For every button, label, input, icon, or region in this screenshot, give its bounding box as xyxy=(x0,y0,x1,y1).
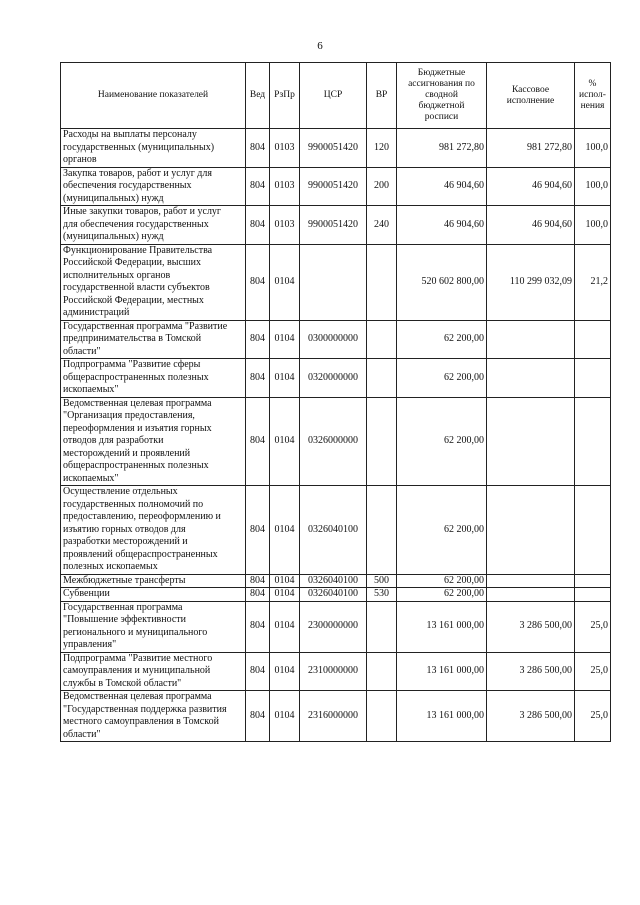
header-pct xyxy=(575,63,611,129)
table-row xyxy=(61,652,611,691)
cell-name-line: ископаемых" xyxy=(63,384,119,395)
cell-name xyxy=(61,588,246,602)
cell-name-line: Государственная программа xyxy=(63,601,183,613)
cell-pct: 100,0 xyxy=(575,206,611,245)
cell-rzpr: 0104 xyxy=(270,244,300,320)
table-row xyxy=(61,486,611,575)
cell-csr: 0326000000 xyxy=(300,397,367,486)
cell-vr xyxy=(367,320,397,359)
cell-rzpr: 0104 xyxy=(270,601,300,652)
cell-csr: 9900051420 xyxy=(300,167,367,206)
cell-pct: 21,2 xyxy=(575,244,611,320)
cell-budget: 62 200,00 xyxy=(397,359,487,398)
cell-ved: 804 xyxy=(246,691,270,742)
cell-budget: 62 200,00 xyxy=(397,397,487,486)
cell-cash: 3 286 500,00 xyxy=(487,691,575,742)
header-row xyxy=(61,63,611,129)
cell-pct xyxy=(575,359,611,398)
cell-pct xyxy=(575,574,611,588)
table-row xyxy=(61,397,611,486)
cell-name-line: Иные закупки товаров, работ и услуг xyxy=(63,206,222,217)
cell-ved: 804 xyxy=(246,206,270,245)
cell-budget: 46 904,60 xyxy=(397,206,487,245)
cell-pct xyxy=(575,588,611,602)
cell-cash xyxy=(487,320,575,359)
header-budget-line: сводной xyxy=(425,90,458,100)
cell-rzpr: 0104 xyxy=(270,574,300,588)
cell-vr xyxy=(367,486,397,575)
cell-name-line: изъятию горных отводов для xyxy=(63,523,186,535)
cell-vr xyxy=(367,397,397,486)
cell-csr: 0320000000 xyxy=(300,359,367,398)
cell-name xyxy=(61,691,246,742)
cell-name-line: Функционирование Правительства xyxy=(63,244,213,256)
cell-vr: 240 xyxy=(367,206,397,245)
cell-ved: 804 xyxy=(246,359,270,398)
cell-ved: 804 xyxy=(246,652,270,691)
cell-ved: 804 xyxy=(246,601,270,652)
cell-name xyxy=(61,486,246,575)
cell-name-line: местного самоуправления в Томской xyxy=(63,716,219,727)
cell-cash xyxy=(487,359,575,398)
cell-name xyxy=(61,206,246,245)
cell-ved: 804 xyxy=(246,588,270,602)
cell-name-line: отводов для разработки xyxy=(63,435,164,446)
cell-name-line: разработки месторождений и xyxy=(63,536,188,547)
cell-name-line: Расходы на выплаты персоналу xyxy=(63,129,197,140)
header-budget-line: росписи xyxy=(424,112,459,122)
cell-csr: 2316000000 xyxy=(300,691,367,742)
cell-rzpr: 0104 xyxy=(270,397,300,486)
cell-pct: 25,0 xyxy=(575,601,611,652)
cell-name-line: государственных (муниципальных) xyxy=(63,141,215,153)
cell-name-line: Подпрограмма "Развитие сферы xyxy=(63,359,201,370)
cell-cash: 110 299 032,09 xyxy=(487,244,575,320)
cell-cash xyxy=(487,574,575,588)
cell-name-line: предпринимательства в Томской xyxy=(63,333,202,344)
cell-cash xyxy=(487,486,575,575)
cell-csr: 2300000000 xyxy=(300,601,367,652)
header-cash-line: Кассовое xyxy=(511,84,550,95)
header-pct-line: испол- xyxy=(579,90,606,100)
cell-name xyxy=(61,129,246,168)
cell-ved: 804 xyxy=(246,320,270,359)
cell-name-line: исполнительных органов xyxy=(63,269,171,281)
cell-rzpr: 0104 xyxy=(270,652,300,691)
cell-pct: 25,0 xyxy=(575,691,611,742)
cell-name-line: Российской Федерации, высших xyxy=(63,257,201,268)
cell-name-line: полезных ископаемых xyxy=(63,561,158,572)
cell-rzpr: 0103 xyxy=(270,167,300,206)
cell-cash xyxy=(487,397,575,486)
header-pct-line: % xyxy=(588,79,597,89)
cell-ved: 804 xyxy=(246,486,270,575)
cell-ved: 804 xyxy=(246,244,270,320)
cell-name xyxy=(61,167,246,206)
cell-csr: 0326040100 xyxy=(300,588,367,602)
cell-cash: 3 286 500,00 xyxy=(487,652,575,691)
page-number: 6 xyxy=(317,40,323,52)
cell-pct: 100,0 xyxy=(575,129,611,168)
cell-name-line: администраций xyxy=(63,307,130,318)
cell-name-line: Российской Федерации, местных xyxy=(63,294,204,306)
cell-name-line: государственных полномочий по xyxy=(63,498,204,510)
cell-budget: 46 904,60 xyxy=(397,167,487,206)
cell-name-line: обеспечения государственных xyxy=(63,180,192,191)
cell-budget: 62 200,00 xyxy=(397,320,487,359)
cell-name xyxy=(61,320,246,359)
cell-name-line: общераспространенных полезных xyxy=(63,460,209,471)
table-row xyxy=(61,244,611,320)
cell-budget: 13 161 000,00 xyxy=(397,691,487,742)
header-csr: ЦСР xyxy=(300,63,367,129)
table-row xyxy=(61,167,611,206)
cell-name-line: органов xyxy=(63,154,97,165)
cell-vr: 200 xyxy=(367,167,397,206)
cell-name-line: Ведомственная целевая программа xyxy=(63,397,212,409)
cell-vr xyxy=(367,691,397,742)
cell-name xyxy=(61,574,246,588)
cell-budget: 13 161 000,00 xyxy=(397,601,487,652)
cell-csr: 0326040100 xyxy=(300,574,367,588)
cell-ved: 804 xyxy=(246,129,270,168)
header-budget-line: Бюджетные xyxy=(417,68,466,78)
cell-budget: 981 272,80 xyxy=(397,129,487,168)
header-rzpr: РзПр xyxy=(270,63,300,129)
cell-name-line: ископаемых" xyxy=(63,472,119,484)
cell-rzpr: 0104 xyxy=(270,359,300,398)
cell-cash: 981 272,80 xyxy=(487,129,575,168)
cell-name-line: (муниципальных) нужд xyxy=(63,192,164,204)
cell-vr xyxy=(367,652,397,691)
cell-csr: 0300000000 xyxy=(300,320,367,359)
cell-pct xyxy=(575,397,611,486)
cell-name-line: Государственная программа "Развитие xyxy=(63,320,228,332)
table-body xyxy=(61,129,611,742)
table-row xyxy=(61,574,611,588)
cell-ved: 804 xyxy=(246,574,270,588)
table-row xyxy=(61,601,611,652)
table-row xyxy=(61,206,611,245)
cell-name-line: проявлений общераспространенных xyxy=(63,548,218,560)
cell-name-line: службы в Томской области" xyxy=(63,677,182,689)
cell-pct xyxy=(575,320,611,359)
table-row xyxy=(61,359,611,398)
cell-rzpr: 0104 xyxy=(270,691,300,742)
cell-rzpr: 0103 xyxy=(270,129,300,168)
table-row xyxy=(61,320,611,359)
cell-ved: 804 xyxy=(246,397,270,486)
cell-name-line: общераспространенных полезных xyxy=(63,371,209,383)
cell-name-line: государственной власти субъектов xyxy=(63,282,210,293)
cell-rzpr: 0104 xyxy=(270,320,300,359)
header-pct-line: нения xyxy=(580,101,605,111)
cell-cash xyxy=(487,588,575,602)
cell-name xyxy=(61,359,246,398)
cell-vr: 500 xyxy=(367,574,397,588)
cell-name xyxy=(61,244,246,320)
cell-vr xyxy=(367,359,397,398)
cell-name-line: переоформления и изъятия горных xyxy=(63,422,212,434)
cell-name-line: области" xyxy=(63,728,101,740)
header-budget-line: бюджетной xyxy=(418,101,465,111)
cell-csr: 9900051420 xyxy=(300,206,367,245)
cell-rzpr: 0104 xyxy=(270,588,300,602)
cell-budget: 62 200,00 xyxy=(397,486,487,575)
header-name: Наименование показателей xyxy=(61,63,246,129)
cell-name-line: Подпрограмма "Развитие местного xyxy=(63,652,213,664)
cell-cash: 46 904,60 xyxy=(487,167,575,206)
cell-name-line: "Повышение эффективности xyxy=(63,614,187,625)
cell-pct: 25,0 xyxy=(575,652,611,691)
cell-cash: 46 904,60 xyxy=(487,206,575,245)
cell-rzpr: 0103 xyxy=(270,206,300,245)
cell-budget: 13 161 000,00 xyxy=(397,652,487,691)
cell-name-line: Межбюджетные трансферты xyxy=(63,574,186,586)
header-ved: Вед xyxy=(246,63,270,129)
header-cash xyxy=(487,63,575,129)
cell-name-line: "Организация предоставления, xyxy=(63,410,195,421)
cell-name-line: предоставлению, переоформлению и xyxy=(63,511,221,522)
cell-vr xyxy=(367,244,397,320)
cell-name-line: "Государственная поддержка развития xyxy=(63,703,227,715)
cell-name-line: для обеспечения государственных xyxy=(63,218,209,230)
cell-name xyxy=(61,652,246,691)
table-row xyxy=(61,588,611,602)
cell-budget: 62 200,00 xyxy=(397,574,487,588)
header-budget-line: ассигнования по xyxy=(408,79,475,89)
cell-pct xyxy=(575,486,611,575)
cell-name-line: области" xyxy=(63,345,101,357)
cell-name xyxy=(61,601,246,652)
table-row xyxy=(61,129,611,168)
header-cash-line: исполнение xyxy=(506,95,555,106)
cell-vr: 530 xyxy=(367,588,397,602)
header-vr: ВР xyxy=(367,63,397,129)
cell-name-line: Осуществление отдельных xyxy=(63,486,178,497)
cell-csr xyxy=(300,244,367,320)
cell-name-line: Субвенции xyxy=(63,588,110,599)
header-budget xyxy=(397,63,487,129)
cell-rzpr: 0104 xyxy=(270,486,300,575)
cell-name-line: месторождений и проявлений xyxy=(63,447,191,459)
cell-ved: 804 xyxy=(246,167,270,206)
table-row xyxy=(61,691,611,742)
cell-name-line: регионального и муниципального xyxy=(63,626,208,638)
cell-pct: 100,0 xyxy=(575,167,611,206)
cell-name-line: Закупка товаров, работ и услуг для xyxy=(63,167,212,179)
budget-table xyxy=(60,62,611,742)
cell-budget: 62 200,00 xyxy=(397,588,487,602)
cell-name-line: (муниципальных) нужд xyxy=(63,231,164,242)
cell-budget: 520 602 800,00 xyxy=(397,244,487,320)
cell-name xyxy=(61,397,246,486)
cell-csr: 0326040100 xyxy=(300,486,367,575)
cell-cash: 3 286 500,00 xyxy=(487,601,575,652)
cell-name-line: самоуправления и муниципальной xyxy=(63,665,211,676)
cell-vr: 120 xyxy=(367,129,397,168)
cell-csr: 9900051420 xyxy=(300,129,367,168)
cell-csr: 2310000000 xyxy=(300,652,367,691)
cell-name-line: Ведомственная целевая программа xyxy=(63,691,212,702)
cell-vr xyxy=(367,601,397,652)
cell-name-line: управления" xyxy=(63,639,117,650)
